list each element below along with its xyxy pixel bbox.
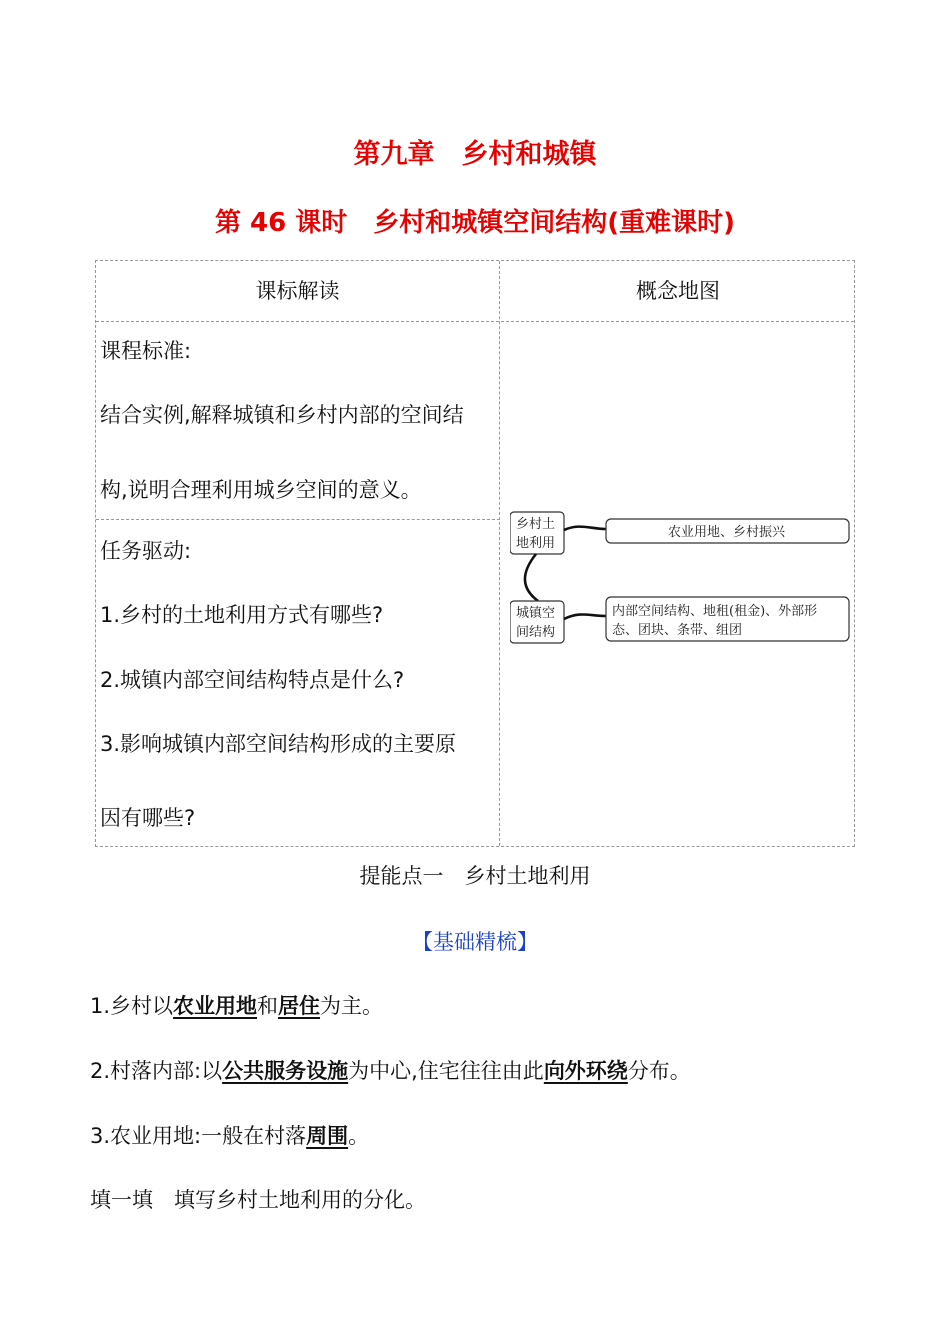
point-2: [90, 1055, 691, 1085]
node1-label-line1: 乡村土: [516, 517, 556, 532]
table-header-divider: [96, 321, 854, 322]
node2-label-line1: 城镇空: [516, 606, 556, 621]
node2-detail-line2: 态、团块、条带、组团: [612, 623, 743, 638]
task-label: 任务驱动:: [100, 539, 192, 563]
node2-detail-line1: 内部空间结构、地租(租金)、外部形: [612, 604, 818, 619]
text: 为中心,住宅往往由此: [348, 1059, 544, 1083]
basics-label: 【基础精梳】: [412, 930, 538, 954]
answer-residence: 居住: [278, 994, 321, 1018]
answer-surroundings: 周围: [306, 1124, 349, 1148]
col-header-concept-map: 概念地图: [636, 279, 720, 303]
connector-line: [564, 527, 606, 530]
text: 3.农业用地:一般在村落: [90, 1124, 307, 1148]
node1-label-line2: 地利用: [516, 536, 556, 551]
section-title: 提能点一 乡村土地利用: [359, 864, 591, 888]
node1-detail: 农业用地、乡村振兴: [668, 525, 786, 540]
concept-map: [510, 509, 850, 653]
text: 1.乡村以: [90, 994, 174, 1018]
task-question-3-line1: 3.影响城镇内部空间结构形成的主要原: [100, 732, 457, 756]
answer-outward-surround: 向外环绕: [543, 1059, 628, 1083]
point-3: [90, 1120, 369, 1150]
task-question-1: 1.乡村的土地利用方式有哪些?: [100, 603, 384, 627]
connector-line: [564, 614, 606, 619]
text: 和: [257, 994, 279, 1018]
text: 分布。: [627, 1059, 691, 1083]
standard-text-line2: 构,说明合理利用城乡空间的意义。: [100, 478, 422, 502]
node2-label-line2: 间结构: [516, 625, 556, 640]
task-question-2: 2.城镇内部空间结构特点是什么?: [100, 668, 405, 692]
standards-table: [95, 260, 855, 847]
basics-heading: [0, 926, 950, 956]
answer-public-facilities: 公共服务设施: [222, 1059, 349, 1083]
text: 为主。: [320, 994, 384, 1018]
chapter-title: 第九章 乡村和城镇: [353, 139, 597, 170]
point-1: [90, 990, 383, 1020]
node-link-curve: [525, 554, 538, 601]
text: 2.村落内部:以: [90, 1059, 223, 1083]
task-question-3-line2: 因有哪些?: [100, 806, 196, 830]
text: 。: [348, 1124, 370, 1148]
lesson-title: 第 46 课时 乡村和城镇空间结构(重难课时): [214, 208, 736, 238]
standard-label: 课程标准:: [100, 339, 192, 363]
fill-in-prompt: 填一填 填写乡村土地利用的分化。: [90, 1188, 426, 1212]
table-column-divider: [499, 261, 500, 846]
answer-farmland: 农业用地: [173, 994, 258, 1018]
table-row-divider: [96, 519, 500, 520]
standard-text-line1: 结合实例,解释城镇和乡村内部的空间结: [100, 403, 464, 427]
col-header-standards: 课标解读: [255, 279, 340, 303]
